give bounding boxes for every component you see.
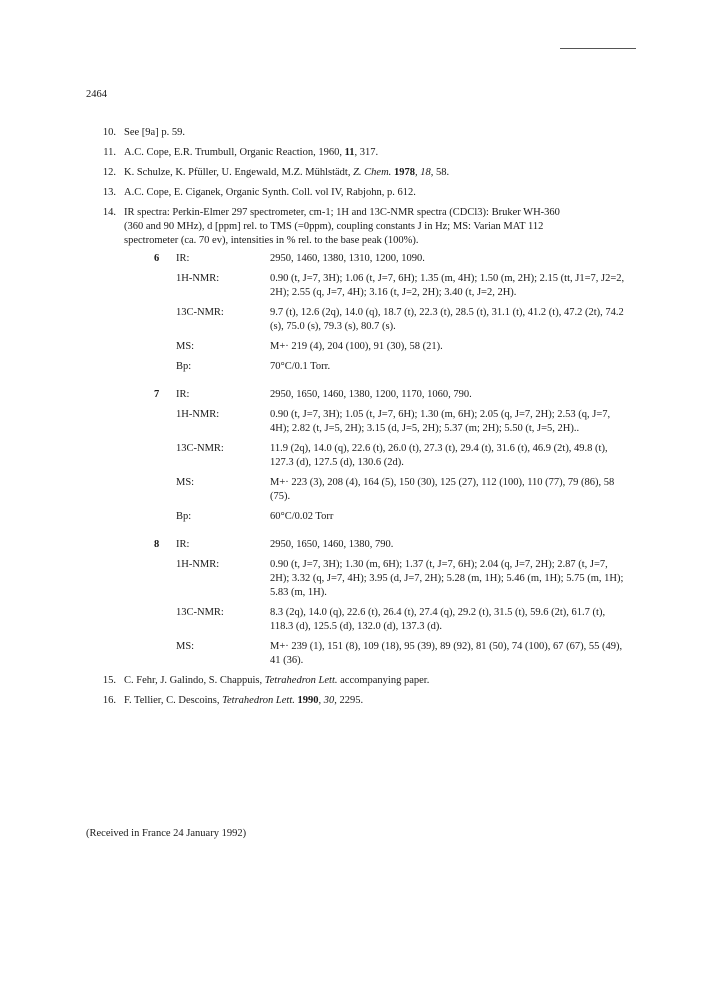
spectrum-row [124,360,650,374]
spectrum-label: 1H-NMR: [176,273,220,284]
spectrum-row [124,510,650,524]
spectrum-label: 13C-NMR: [176,307,224,318]
reference-text: See [9a] p. 59. [124,127,185,138]
header-rule [560,48,636,49]
spectrum-row [124,476,650,504]
reference-text [124,206,650,248]
spectrum-values: M+· 239 (1), 151 (8), 109 (18), 95 (39), 89 (92), 81 (50), 74 (100), 67 (67), 55 (49), 41 (36). [270,641,623,666]
spectrum-row [124,606,650,634]
reference-item [90,186,650,200]
spectrum-row [124,558,650,600]
spectrum-row [124,442,650,470]
spectrum-row [124,408,650,436]
spectrum-values: 2950, 1650, 1460, 1380, 1200, 1170, 1060, 790. [270,389,472,400]
reference-number: 15. [102,675,116,686]
spectrum-values: M+· 223 (3), 208 (4), 164 (5), 150 (30), 125 (27), 112 (100), 110 (77), 79 (86), 58 (75). [270,477,615,502]
spectrum-label: Bp: [176,361,192,372]
compound-id: 7 [154,389,160,400]
reference-text: A.C. Cope, E.R. Trumbull, Organic Reaction, 1960, 11, 317. [124,147,379,158]
reference-item-spectra [90,206,650,668]
references-list [90,126,650,714]
spectrum-row [124,340,650,354]
compound-block [124,388,650,524]
spectrum-label: IR: [176,253,190,264]
spectrum-label: MS: [176,341,195,352]
spectrum-row [124,538,650,552]
spectrum-label: Bp: [176,511,192,522]
reference-number: 11. [103,147,116,158]
spectrum-values: 9.7 (t), 12.6 (2q), 14.0 (q), 18.7 (t), 22.3 (t), 28.5 (t), 31.1 (t), 41.2 (t), 47.2 (2t), 74.2 (s), 75.0 (s), 79.3 (s), 80.7 (s). [270,307,624,332]
spectrum-values: 60°C/0.02 Torr [270,511,334,522]
page-number: 2464 [86,89,107,100]
spectrum-label: 13C-NMR: [176,607,224,618]
reference-number: 14. [102,207,116,218]
spectrum-values: M+· 219 (4), 204 (100), 91 (30), 58 (21). [270,341,443,352]
reference-number: 16. [102,695,116,706]
reference-item [90,146,650,160]
compound-id: 8 [154,539,160,550]
spectrum-label: 13C-NMR: [176,443,224,454]
spectrum-values: 11.9 (2q), 14.0 (q), 22.6 (t), 26.0 (t), 27.3 (t), 29.4 (t), 31.6 (t), 46.9 (2t), 49.8 (t), 127.3 (d), 127.5 (d), 130.6 (2d). [270,443,608,468]
spectrum-row [124,388,650,402]
spectrum-row [124,272,650,300]
spectrum-values: 0.90 (t, J=7, 3H); 1.30 (m, 6H); 1.37 (t, J=7, 6H); 2.04 (q, J=7, 2H); 2.87 (t, J=7, 2H); 3.32 (q, J=7, 4H); 3.95 (d, J=7, 2H); 5.28 (m, 1H); 5.46 (m, 1H); 5.75 (m, 1H); 5.83 (m, 1H). [270,559,624,598]
compound-id: 6 [154,253,160,264]
reference-number: 13. [102,187,116,198]
spectrum-values: 2950, 1650, 1460, 1380, 790. [270,539,394,550]
spectrum-label: 1H-NMR: [176,409,220,420]
reference-text: A.C. Cope, E. Ciganek, Organic Synth. Coll. vol IV, Rabjohn, p. 612. [124,187,416,198]
reference-text: F. Tellier, C. Descoins, Tetrahedron Lett. 1990, 30, 2295. [124,695,364,706]
spectrum-values: 8.3 (2q), 14.0 (q), 22.6 (t), 26.4 (t), 27.4 (q), 29.2 (t), 31.5 (t), 59.6 (2t), 61.7 (t), 118.3 (d), 125.5 (d), 132.0 (d), 137.3 (d). [270,607,606,632]
spectrum-row [124,252,650,266]
reference-line: IR spectra: Perkin-Elmer 297 spectrometer, cm-1; 1H and 13C-NMR spectra (CDCl3): Bruker WH-360 [124,207,560,218]
spectrum-row [124,640,650,668]
spectrum-label: IR: [176,539,190,550]
spectrum-values: 70°C/0.1 Torr. [270,361,331,372]
reference-item [90,166,650,180]
received-date: (Received in France 24 January 1992) [86,828,247,839]
reference-item [90,694,650,708]
spectrum-label: MS: [176,477,195,488]
spectrum-label: 1H-NMR: [176,559,220,570]
spectrum-values: 0.90 (t, J=7, 3H); 1.05 (t, J=7, 6H); 1.30 (m, 6H); 2.05 (q, J=7, 2H); 2.53 (q, J=7, 4H); 2.82 (t, J=5, 2H); 3.15 (d, J=5, 2H); 5.37 (m; 2H); 5.50 (t, J=5, 2H).. [270,409,611,434]
reference-line: spectrometer (ca. 70 ev), intensities in % rel. to the base peak (100%). [124,235,419,246]
spectrum-label: MS: [176,641,195,652]
reference-number: 10. [102,127,116,138]
reference-line: (360 and 90 MHz), d [ppm] rel. to TMS (=0ppm), coupling constants J in Hz; MS: Varian MAT 112 [124,221,544,232]
reference-text: K. Schulze, K. Pfüller, U. Engewald, M.Z. Mühlstädt, Z. Chem. 1978, 18, 58. [124,167,450,178]
reference-item [90,674,650,688]
spectrum-label: IR: [176,389,190,400]
compound-block [124,252,650,374]
reference-item [90,126,650,140]
spectrum-values: 0.90 (t, J=7, 3H); 1.06 (t, J=7, 6H); 1.35 (m, 4H); 1.50 (m, 2H); 2.15 (tt, J1=7, J2=2, 2H); 2.55 (q, J=7, 4H); 3.16 (t, J=2, 2H); 3.40 (t, J=2, 2H). [270,273,625,298]
spectrum-row [124,306,650,334]
reference-text: C. Fehr, J. Galindo, S. Chappuis, Tetrahedron Lett. accompanying paper. [124,675,430,686]
compound-block [124,538,650,668]
reference-number: 12. [102,167,116,178]
spectrum-values: 2950, 1460, 1380, 1310, 1200, 1090. [270,253,425,264]
